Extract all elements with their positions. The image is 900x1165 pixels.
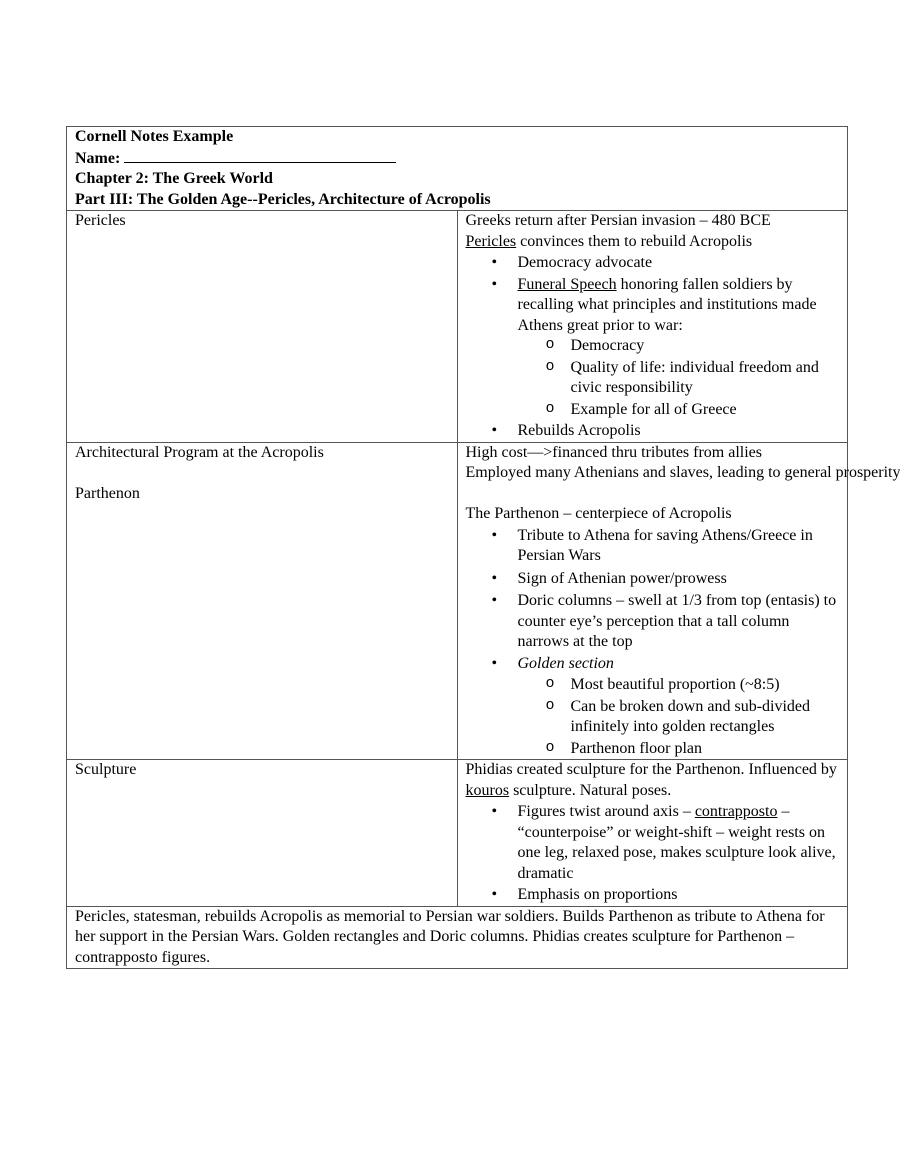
notes-row-pericles <box>67 211 848 443</box>
note-line: Greeks return after Persian invasion – 480 BCE <box>465 212 771 229</box>
cue-cell <box>67 760 458 907</box>
sub-bullet-text: Parthenon floor plan <box>570 739 703 757</box>
bullet-text: Tribute to Athena for saving Athens/Greece in Persian Wars <box>517 526 813 564</box>
note-text: Phidias created sculpture for the Parthenon. Influenced by <box>465 761 837 778</box>
note-text: convinces them to rebuild Acropolis <box>516 232 753 250</box>
sub-bullet-text: Quality of life: individual freedom and civic responsibility <box>570 358 819 396</box>
header-row <box>67 127 848 211</box>
bullet-item <box>466 654 840 760</box>
pericles-link: Pericles <box>465 232 517 250</box>
notes-row-architecture <box>67 442 848 760</box>
note-line <box>466 232 840 253</box>
notes-cell <box>457 760 848 907</box>
cue-cell <box>67 211 458 443</box>
contrapposto-link: contrapposto <box>694 803 778 820</box>
bullet-item <box>466 421 840 442</box>
kouros-link: kouros <box>465 781 510 799</box>
spacer <box>75 463 449 484</box>
chapter-heading: Chapter 2: The Greek World <box>75 170 273 187</box>
bullet-list <box>466 253 840 442</box>
summary-row <box>67 906 848 969</box>
bullet-text: Doric columns – swell at 1/3 from top (entasis) to counter eye’s perception that a tall column narrows at the top <box>517 592 837 650</box>
sub-bullet-item <box>518 697 840 738</box>
cue-cell <box>67 442 458 760</box>
bullet-item <box>466 591 840 653</box>
sub-bullet-item <box>518 739 840 760</box>
name-line <box>75 148 839 170</box>
funeral-speech-link: Funeral Speech <box>517 275 617 293</box>
notes-cell <box>457 442 900 760</box>
bullet-text: Democracy advocate <box>517 254 653 271</box>
note-paragraph <box>466 760 840 801</box>
name-label: Name: <box>75 149 121 167</box>
bullet-item <box>466 885 840 906</box>
bullet-text: Golden section <box>517 654 614 672</box>
cue-architectural-program: Architectural Program at the Acropolis <box>75 443 324 461</box>
cornell-notes <box>66 126 900 969</box>
bullet-text: Rebuilds Acropolis <box>517 422 641 439</box>
spacer <box>466 484 840 505</box>
cue-sculpture: Sculpture <box>75 761 137 778</box>
cue-pericles: Pericles <box>75 212 126 229</box>
note-line: High cost—>financed thru tributes from allies <box>465 443 763 461</box>
bullet-item <box>466 569 840 590</box>
sub-bullet-item <box>518 400 840 421</box>
bullet-text: Figures twist around axis – <box>517 803 695 820</box>
note-line: Employed many Athenians and slaves, leading to general prosperity <box>465 464 900 481</box>
doc-title: Cornell Notes Example <box>75 128 234 145</box>
name-blank[interactable] <box>124 148 396 163</box>
notes-row-sculpture <box>67 760 848 907</box>
header-cell <box>67 127 848 211</box>
sub-bullet-item <box>518 336 840 357</box>
bullet-text: – “counterpoise” or weight-shift – weight rests on one leg, relaxed pose, makes sculpture look alive, dramatic <box>517 803 836 882</box>
bullet-item <box>466 802 840 884</box>
note-text: sculpture. Natural poses. <box>509 781 672 799</box>
notes-cell <box>457 211 848 443</box>
sub-bullet-item <box>518 358 840 399</box>
summary-text: Pericles, statesman, rebuilds Acropolis as memorial to Persian war soldiers. Builds Parthenon as tribute to Athena for her support in the Persian Wars. Golden rectangles and Doric columns. Phidias creates sculpture for Parthenon –contrapposto figures. <box>75 907 825 966</box>
sub-bullet-item <box>518 675 840 696</box>
sub-bullet-list <box>518 675 840 759</box>
bullet-list <box>466 802 840 906</box>
sub-bullet-text: Can be broken down and sub-divided infinitely into golden rectangles <box>570 697 811 735</box>
bullet-text: honoring fallen soldiers by recalling what principles and institutions made Athens great prior to war: <box>517 275 817 334</box>
summary-cell <box>67 906 848 969</box>
sub-bullet-text: Example for all of Greece <box>570 400 737 418</box>
bullet-item <box>466 526 840 567</box>
note-line: The Parthenon – centerpiece of Acropolis <box>465 505 732 522</box>
cornell-notes-table <box>66 126 900 969</box>
bullet-text: Sign of Athenian power/prowess <box>517 569 727 587</box>
bullet-text: Emphasis on proportions <box>517 886 678 903</box>
part-heading: Part III: The Golden Age--Pericles, Architecture of Acropolis <box>75 190 491 208</box>
bullet-item <box>466 275 840 421</box>
sub-bullet-text: Most beautiful proportion (~8:5) <box>570 676 780 693</box>
bullet-list <box>466 526 840 760</box>
sub-bullet-list <box>518 336 840 420</box>
cue-parthenon: Parthenon <box>75 484 140 502</box>
sub-bullet-text: Democracy <box>570 337 645 354</box>
bullet-item <box>466 253 840 274</box>
